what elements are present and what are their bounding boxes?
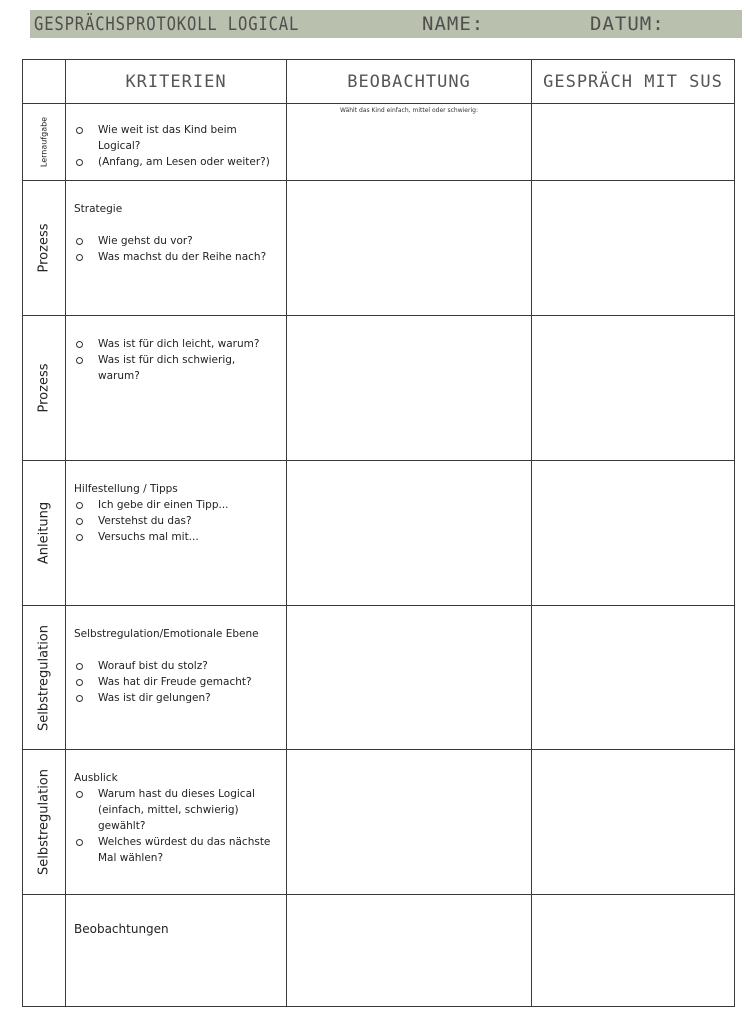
document-title: GESPRÄCHSPROTOKOLL LOGICAL bbox=[34, 13, 300, 35]
observation-cell[interactable] bbox=[287, 606, 532, 750]
criteria-cell bbox=[66, 461, 287, 606]
category-cell bbox=[23, 316, 66, 461]
criteria-heading: Ausblick bbox=[74, 772, 118, 784]
criteria-cell bbox=[66, 316, 287, 461]
table-header-row bbox=[23, 60, 735, 104]
table-row bbox=[23, 316, 735, 461]
criteria-heading: Strategie bbox=[74, 203, 123, 215]
category-cell bbox=[23, 104, 66, 181]
list-item: Warum hast du dieses Logical (einfach, mittel, schwierig) gewählt? bbox=[74, 786, 280, 834]
category-label: Anleitung bbox=[36, 501, 52, 565]
list-item: Was ist dir gelungen? bbox=[74, 690, 280, 706]
category-cell bbox=[23, 750, 66, 895]
list-item: Was machst du der Reihe nach? bbox=[74, 249, 280, 265]
date-label: DATUM: bbox=[590, 13, 665, 35]
list-item: Ich gebe dir einen Tipp... bbox=[74, 497, 280, 513]
category-cell bbox=[23, 461, 66, 606]
conversation-cell[interactable] bbox=[532, 750, 735, 895]
observation-cell[interactable] bbox=[287, 461, 532, 606]
observation-cell[interactable] bbox=[287, 750, 532, 895]
conversation-cell[interactable] bbox=[532, 104, 735, 181]
criteria-cell bbox=[66, 750, 287, 895]
list-item: Wie weit ist das Kind beim Logical? bbox=[74, 122, 280, 154]
list-item: Versuchs mal mit... bbox=[74, 529, 280, 545]
corner-cell bbox=[23, 60, 66, 104]
column-header-kriterien: KRITERIEN bbox=[66, 60, 287, 104]
observation-cell[interactable] bbox=[287, 316, 532, 461]
observations-heading: Beobachtungen bbox=[74, 922, 169, 936]
category-label: Prozess bbox=[36, 223, 52, 273]
category-label: Lernaufgabe bbox=[39, 116, 49, 168]
category-label: Selbstregulation bbox=[36, 768, 52, 876]
category-cell bbox=[23, 606, 66, 750]
table-row bbox=[23, 750, 735, 895]
observation-cell[interactable] bbox=[287, 895, 532, 1007]
criteria-heading: Hilfestellung / Tipps bbox=[74, 483, 178, 495]
conversation-cell[interactable] bbox=[532, 181, 735, 316]
header-bar bbox=[30, 10, 742, 38]
list-item: Was ist für dich leicht, warum? bbox=[74, 336, 280, 352]
observation-cell[interactable] bbox=[287, 104, 532, 181]
table-row bbox=[23, 181, 735, 316]
category-cell bbox=[23, 895, 66, 1007]
list-item: (Anfang, am Lesen oder weiter?) bbox=[74, 154, 280, 170]
category-label: Prozess bbox=[36, 363, 52, 413]
table-row bbox=[23, 606, 735, 750]
category-label: Selbstregulation bbox=[36, 624, 52, 731]
list-item: Was hat dir Freude gemacht? bbox=[74, 674, 280, 690]
criteria-cell bbox=[66, 104, 287, 181]
conversation-cell[interactable] bbox=[532, 316, 735, 461]
table-row bbox=[23, 461, 735, 606]
list-item: Welches würdest du das nächste Mal wählen? bbox=[74, 834, 280, 866]
list-item: Wie gehst du vor? bbox=[74, 233, 280, 249]
protocol-table bbox=[22, 59, 735, 1007]
conversation-cell[interactable] bbox=[532, 606, 735, 750]
category-cell bbox=[23, 181, 66, 316]
criteria-cell bbox=[66, 606, 287, 750]
conversation-cell[interactable] bbox=[532, 461, 735, 606]
list-item: Was ist für dich schwierig, warum? bbox=[74, 352, 280, 384]
column-header-beobachtung: BEOBACHTUNG bbox=[287, 60, 532, 104]
column-header-gespraech: GESPRÄCH MIT SUS bbox=[532, 60, 735, 104]
conversation-cell[interactable] bbox=[532, 895, 735, 1007]
table-row bbox=[23, 104, 735, 181]
list-item: Worauf bist du stolz? bbox=[74, 658, 280, 674]
criteria-cell bbox=[66, 181, 287, 316]
observation-hint: Wählt das Kind einfach, mittel oder schwierig: bbox=[340, 107, 478, 114]
criteria-cell bbox=[66, 895, 287, 1007]
table-row bbox=[23, 895, 735, 1007]
criteria-heading: Selbstregulation/Emotionale Ebene bbox=[74, 628, 259, 640]
list-item: Verstehst du das? bbox=[74, 513, 280, 529]
name-label: NAME: bbox=[422, 13, 485, 35]
observation-cell[interactable] bbox=[287, 181, 532, 316]
